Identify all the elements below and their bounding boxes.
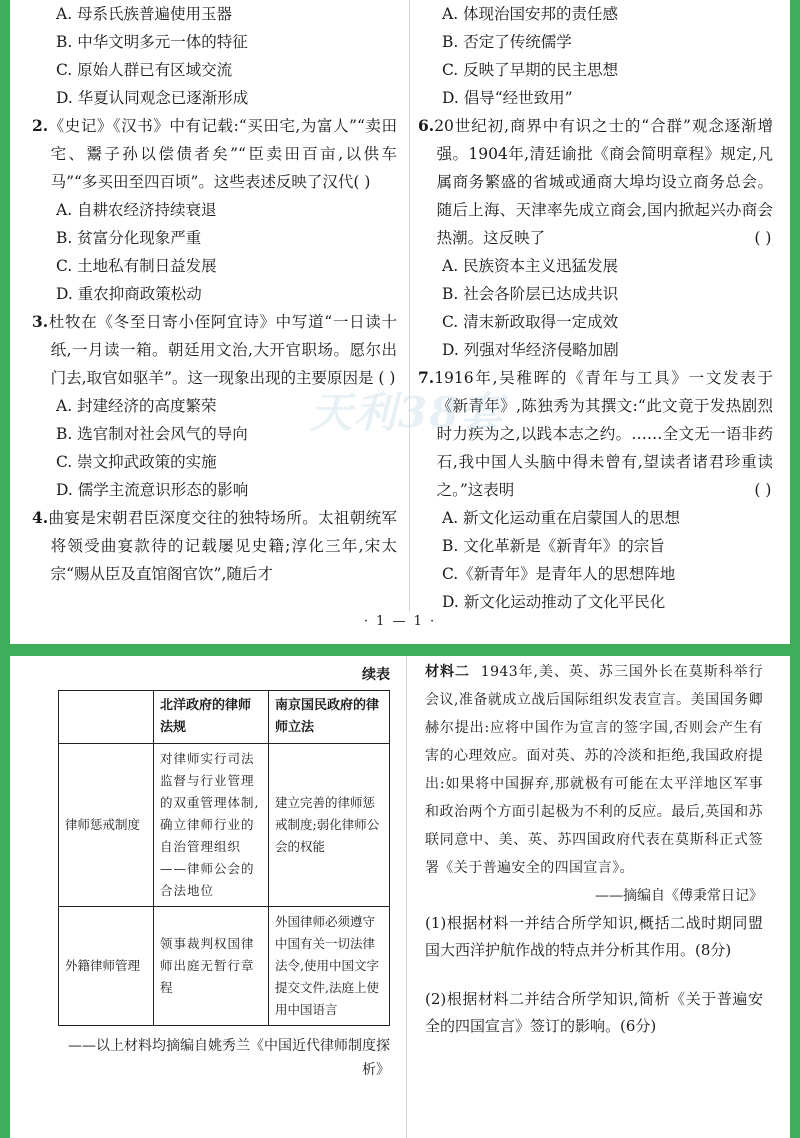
- q2-option-b: B. 贫富分化现象严重: [56, 229, 202, 247]
- table-cell-nanjing-discipline: 建立完善的律师惩戒制度;弱化律师公会的权能: [269, 744, 390, 907]
- q1-option-d: D. 华夏认同观念已逐渐形成: [56, 89, 249, 107]
- q2-option-c: C. 土地私有制日益发展: [56, 257, 217, 275]
- table-header-row: [59, 691, 390, 744]
- table-cell-beiyang-discipline: 对律师实行司法监督与行业管理的双重管理体制,确立律师行业的自治管理组织——律师公会的合法地位: [154, 744, 269, 907]
- left-green-border: [0, 0, 10, 1138]
- question-2: [32, 112, 397, 196]
- subquestion-2: (2)根据材料二并结合所学知识,简析《关于普遍安全的四国宣言》签订的影响。(6分): [425, 990, 763, 1035]
- question-7: 7.1916年,吴稚晖的《青年与工具》一文发表于《新青年》,陈独秀为其撰文:“此文竟于发热剧烈时力疾为之,以践本志之约。……全文无一语非药石,我中国人头脑中得未曾有,望读者诸君珍重读之。”这表明 ( ): [418, 368, 773, 499]
- q1-option-a: A. 母系氏族普遍使用玉器: [56, 5, 233, 23]
- q3-option-c: C. 崇文抑武政策的实施: [56, 453, 217, 471]
- table-cell-beiyang-foreign: 领事裁判权国律师出庭无暂行章程: [154, 907, 269, 1026]
- q2-number: 2.: [32, 116, 49, 135]
- table-source: ——以上材料均摘编自姚秀兰《中国近代律师制度探析》: [68, 1038, 390, 1078]
- table-header-beiyang: 北洋政府的律师法规: [154, 691, 269, 744]
- publisher-watermark: 天利38套: [310, 388, 505, 437]
- q2-option-a: A. 自耕农经济持续衰退: [56, 201, 217, 219]
- table-header-empty: [59, 691, 154, 744]
- right-green-border: [790, 0, 800, 1138]
- page-number: · 1 — 1 ·: [363, 614, 437, 629]
- q1-option-b: B. 中华文明多元一体的特征: [56, 33, 248, 51]
- q5-option-d: D. 倡导“经世致用”: [442, 89, 573, 107]
- q6-option-a: A. 民族资本主义迅猛发展: [442, 257, 619, 275]
- question-6: 6.20世纪初,商界中有识之士的“合群”观念逐渐增强。1904年,清廷谕批《商会简明章程》规定,凡属商务繁盛的省城或通商大埠均设立商务总会。随后上海、天津率先成立商会,国内掀起兴办商会热潮。这反映了 ( ): [418, 116, 773, 247]
- material-2-title: 材料二: [425, 664, 470, 680]
- column-divider: [409, 0, 410, 612]
- q7-option-c: C.《新青年》是青年人的思想阵地: [442, 565, 676, 583]
- q7-option-b: B. 文化革新是《新青年》的宗旨: [442, 537, 665, 555]
- q6-number: 6.: [418, 116, 435, 135]
- page-separator-band: [10, 644, 790, 656]
- q6-stem: 20世纪初,商界中有识之士的“合群”观念逐渐增强。1904年,清廷谕批《商会简明章程》规定,凡属商务繁盛的省城或通商大埠均设立商务总会。随后上海、天津率先成立商会,国内掀起兴办商会热潮。这反映了: [434, 117, 773, 247]
- table-row: [59, 744, 390, 907]
- right-column: [418, 0, 773, 616]
- q6-option-d: D. 列强对华经济侵略加剧: [442, 341, 619, 359]
- subquestion-1: (1)根据材料一并结合所学知识,概括二战时期同盟国大西洋护航作战的特点并分析其作用。(8分): [425, 914, 763, 959]
- q5-option-b: B. 否定了传统儒学: [442, 33, 572, 51]
- q2-option-d: D. 重农抑商政策松动: [56, 285, 202, 303]
- q5-option-c: C. 反映了早期的民主思想: [442, 61, 619, 79]
- q6-option-c: C. 清末新政取得一定成效: [442, 313, 619, 331]
- q7-number: 7.: [418, 368, 435, 387]
- material-column: [425, 658, 763, 1040]
- top-page: [10, 0, 790, 640]
- material-2-paragraph: [425, 658, 763, 882]
- q4-stem: 曲宴是宋朝君臣深度交往的独特场所。太祖朝统军将领受曲宴款待的记载屡见史籍;淳化三年,宋太宗“赐从臣及直馆阁官饮”,随后才: [48, 509, 397, 583]
- q4-number: 4.: [32, 508, 49, 527]
- table-row: [59, 907, 390, 1026]
- q7-option-a: A. 新文化运动重在启蒙国人的思想: [442, 509, 681, 527]
- law-comparison-table: [58, 690, 390, 1026]
- q3-option-d: D. 儒学主流意识形态的影响: [56, 481, 249, 499]
- q5-option-a: A. 体现治国安邦的责任感: [442, 5, 619, 23]
- q3-option-a: A. 封建经济的高度繁荣: [56, 397, 217, 415]
- material-2-text: 1943年,美、英、苏三国外长在莫斯科举行会议,准备就成立战后国际组织发表宣言。美国国务卿赫尔提出:应将中国作为宣言的签字国,否则会产生有害的心理效应。面对英、苏的冷淡和拒绝,我国政府提出:如果将中国摒弃,那就极有可能在太平洋地区军事和政治两个方面引起极为不利的反应。最后,英国和苏联同意中、美、英、苏四国政府代表在莫斯科正式签署《关于普遍安全的四国宣言》。: [425, 664, 764, 876]
- q6-option-b: B. 社会各阶层已达成共识: [442, 285, 619, 303]
- q3-number: 3.: [32, 312, 49, 331]
- question-4: [32, 504, 397, 588]
- table-row-label-foreign: 外籍律师管理: [59, 907, 154, 1026]
- table-row-label-discipline: 律师惩戒制度: [59, 744, 154, 907]
- q7-stem: 1916年,吴稚晖的《青年与工具》一文发表于《新青年》,陈独秀为其撰文:“此文竟于发热剧烈时力疾为之,以践本志之约。……全文无一语非药石,我中国人头脑中得未曾有,望读者诸君珍重读之。”这表明: [434, 369, 773, 499]
- left-column: [32, 0, 397, 588]
- bottom-page: [10, 656, 790, 1138]
- q3-option-b: B. 选官制对社会风气的导向: [56, 425, 248, 443]
- table-cell-nanjing-foreign: 外国律师必须遵守中国有关一切法律法令,使用中国文字提交文件,法庭上使用中国语言: [269, 907, 390, 1026]
- material-2-cite: ——摘编自《傅秉常日记》: [595, 888, 763, 904]
- q7-option-d: D. 新文化运动推动了文化平民化: [442, 593, 666, 611]
- table-column: [58, 656, 390, 1082]
- table-continued-label: 续表: [362, 667, 390, 683]
- q2-stem: 《史记》《汉书》中有记载:“买田宅,为富人”“卖田宅、鬻子孙以偿债者矣”“臣卖田百亩,以供车马”“多买田至四百顷”。这些表述反映了汉代( ): [48, 117, 397, 191]
- question-3: 3.杜牧在《冬至日寄小侄阿宜诗》中写道“一日读十纸,一月读一箱。朝廷用文治,大开官职场。愿尔出门去,取官如驱羊”。这一现象出现的主要原因是 ( ): [32, 312, 397, 387]
- q3-stem: 杜牧在《冬至日寄小侄阿宜诗》中写道“一日读十纸,一月读一箱。朝廷用文治,大开官职场。愿尔出门去,取官如驱羊”。这一现象出现的主要原因是: [48, 313, 397, 387]
- answer-space: [425, 964, 763, 986]
- bottom-column-divider: [406, 656, 407, 1138]
- q1-option-c: C. 原始人群已有区域交流: [56, 61, 233, 79]
- table-header-nanjing: 南京国民政府的律师立法: [269, 691, 390, 744]
